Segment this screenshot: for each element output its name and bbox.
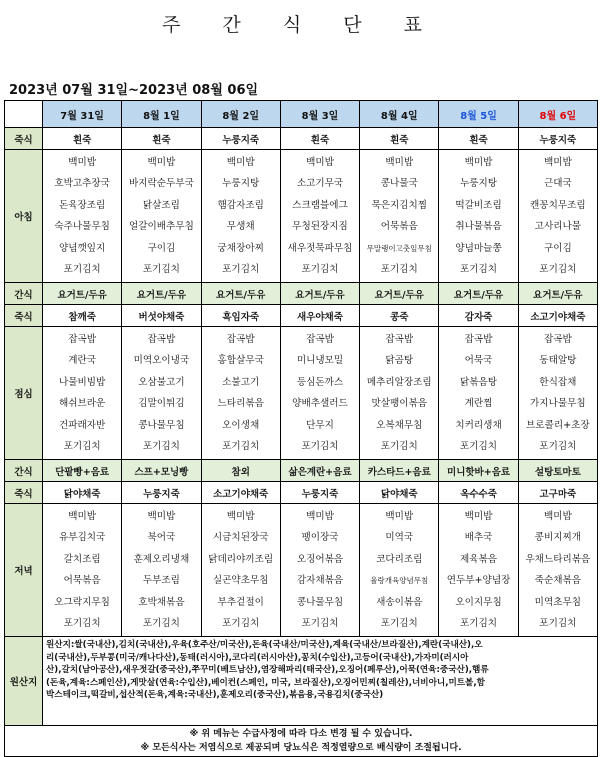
menu-item: 계란찜 — [464, 398, 493, 409]
menu-item: 팽이장국 — [301, 532, 339, 543]
menu-item: 새우젓묵파무침 — [287, 242, 353, 254]
menu-item: 숙주나물무침 — [54, 221, 110, 232]
menu-item: 백미밥 — [226, 510, 255, 522]
snack-cell: 설탕토마토 — [518, 460, 597, 482]
weekly-menu-table — [4, 100, 598, 757]
menu-item: 백미밥 — [385, 510, 414, 522]
row-label: 죽식 — [5, 128, 43, 150]
menu-item: 궁채장아찌 — [217, 242, 264, 254]
menu-item: 한식잡채 — [539, 376, 577, 388]
menu-item: 햄감자조림 — [217, 199, 264, 211]
porridge-cell: 흰죽 — [439, 128, 518, 150]
menu-item: 느타리볶음 — [217, 398, 264, 409]
menu-item: 콩비지찌개 — [534, 532, 582, 543]
snack-cell: 카스타드+음료 — [360, 460, 439, 482]
menu-item: 등심돈까스 — [296, 376, 344, 388]
breakfast-row — [5, 150, 598, 283]
menu-item: 포기김치 — [301, 618, 339, 629]
day-header: 8월 3일 — [280, 101, 359, 128]
meal-cell — [518, 504, 597, 637]
day-header-saturday: 8월 5일 — [439, 101, 518, 128]
meal-cell — [439, 504, 518, 637]
day-header: 7월 31일 — [43, 101, 122, 128]
porridge-cell: 닭야채죽 — [360, 482, 439, 504]
menu-item: 잡곡밥 — [68, 333, 97, 345]
snack-cell: 요거트/두유 — [360, 283, 439, 305]
menu-item: 누룽지탕 — [460, 178, 498, 189]
menu-item: 제육볶음 — [460, 553, 498, 565]
snack-cell: 요거트/두유 — [122, 283, 201, 305]
menu-item: 포기김치 — [301, 441, 339, 452]
menu-item: 어묵볶음 — [63, 575, 101, 586]
menu-item: 백미밥 — [68, 510, 97, 522]
porridge-cell: 옥수수죽 — [439, 482, 518, 504]
porridge-cell: 새우야채죽 — [280, 305, 359, 327]
meal-cell — [43, 504, 122, 637]
porridge-cell: 흰죽 — [122, 128, 201, 150]
menu-item: 가지나물무침 — [530, 398, 586, 409]
porridge-cell: 소고기야채죽 — [201, 482, 280, 504]
menu-item: 오복채무침 — [376, 419, 423, 431]
menu-item: 나물비빔밥 — [58, 376, 106, 388]
menu-item: 백미밥 — [543, 510, 572, 522]
meal-cell — [360, 150, 439, 283]
morning-snack-row — [5, 283, 598, 305]
menu-item: 김말이튀김 — [138, 398, 185, 409]
menu-item: 오삼불고기 — [138, 376, 185, 388]
menu-item: 어묵국 — [464, 355, 493, 366]
menu-item: 얼갈이배추무침 — [128, 221, 194, 232]
note-line: ※ 위 메뉴는 수급사정에 따라 다소 변경 될 수 있습니다. — [189, 729, 413, 739]
menu-item: 계란국 — [68, 355, 97, 366]
menu-item: 캔꽁치무조림 — [530, 199, 586, 211]
menu-item: 양념마늘쫑 — [455, 242, 502, 254]
menu-item: 잡곡밥 — [147, 333, 176, 345]
menu-item: 닭곰탕 — [385, 355, 414, 366]
meal-cell — [122, 327, 201, 460]
row-label: 아침 — [5, 150, 43, 283]
menu-item: 무청된장지짐 — [292, 221, 348, 232]
meal-cell — [201, 150, 280, 283]
menu-item: 바지락순두부국 — [128, 178, 194, 189]
menu-item: 백미밥 — [147, 156, 176, 168]
snack-cell: 요거트/두유 — [201, 283, 280, 305]
menu-item: 코다리조림 — [376, 553, 423, 565]
menu-item: 백미밥 — [464, 510, 493, 522]
meal-cell — [439, 150, 518, 283]
porridge-cell: 누룽지죽 — [518, 128, 597, 150]
menu-item: 배추국 — [464, 532, 493, 543]
menu-item: 포기김치 — [539, 441, 577, 452]
porridge-cell: 소고기야채죽 — [518, 305, 597, 327]
row-label: 간식 — [5, 460, 43, 482]
menu-item: 부추겉절이 — [217, 596, 264, 608]
menu-item: 호박채볶음 — [138, 596, 185, 608]
snack-cell: 삶은계란+음료 — [280, 460, 359, 482]
meal-cell — [360, 327, 439, 460]
menu-item: 동태알탕 — [539, 355, 577, 366]
menu-item: 백미밥 — [226, 156, 255, 168]
menu-item: 미니냉모밀 — [296, 355, 344, 366]
meal-cell — [122, 150, 201, 283]
origin-text — [43, 637, 598, 726]
snack-cell: 요거트/두유 — [439, 283, 518, 305]
menu-item: 미역국 — [385, 532, 414, 543]
menu-item: 잡곡밥 — [306, 333, 334, 345]
row-label: 죽식 — [5, 482, 43, 504]
breakfast-porridge-row — [5, 128, 598, 150]
menu-item: 포기김치 — [63, 264, 101, 275]
menu-item: 잡곡밥 — [226, 333, 255, 345]
meal-cell — [201, 504, 280, 637]
menu-item: 포기김치 — [460, 618, 498, 629]
menu-item: 무말랭이고춧잎무침 — [366, 243, 432, 253]
porridge-cell: 누룽지죽 — [201, 128, 280, 150]
day-header: 8월 1일 — [122, 101, 201, 128]
menu-item: 누룽지탕 — [222, 178, 260, 189]
menu-item: 포기김치 — [460, 264, 498, 275]
menu-item: 근대국 — [543, 178, 572, 189]
origin-line: 리(국내산),두부콩(미국/캐나다산),동태(러시아),코다리(러시아산),꽁치(수입산),고등어(국내산),가자미(러시아 — [46, 652, 469, 663]
menu-item: 미역초무침 — [534, 596, 582, 608]
porridge-cell: 흑임자죽 — [201, 305, 280, 327]
snack-cell: 참외 — [201, 460, 280, 482]
menu-item: 죽순채볶음 — [534, 575, 582, 586]
day-header-sunday: 8월 6일 — [518, 101, 597, 128]
snack-cell: 요거트/두유 — [518, 283, 597, 305]
menu-item: 잡곡밥 — [464, 333, 493, 345]
meal-cell — [439, 327, 518, 460]
meal-cell — [201, 327, 280, 460]
menu-item: 포기김치 — [222, 264, 260, 275]
menu-item: 소불고기 — [222, 376, 260, 388]
menu-item: 포기김치 — [222, 441, 260, 452]
menu-item: 묵은지김치찜 — [371, 199, 428, 211]
row-label: 죽식 — [5, 305, 43, 327]
porridge-cell: 누룽지죽 — [122, 482, 201, 504]
porridge-cell: 흰죽 — [43, 128, 122, 150]
menu-item: 유부김치국 — [58, 532, 106, 543]
menu-item: 포기김치 — [63, 618, 101, 629]
menu-item: 구이김 — [147, 242, 176, 254]
menu-item: 어묵볶음 — [380, 221, 418, 232]
menu-item: 돈육장조림 — [58, 199, 106, 211]
snack-cell: 미니핫바+음료 — [439, 460, 518, 482]
menu-item: 우채느타리볶음 — [525, 553, 591, 565]
menu-item: 오그락지무침 — [54, 596, 110, 608]
menu-item: 해쉬브라운 — [58, 398, 106, 409]
menu-item: 취나물볶음 — [455, 221, 502, 232]
row-label: 점심 — [5, 327, 43, 460]
meal-cell — [518, 150, 597, 283]
row-label: 원산지 — [5, 637, 43, 726]
menu-item: 오이생채 — [222, 419, 260, 431]
dinner-porridge-row — [5, 482, 598, 504]
meal-cell — [518, 327, 597, 460]
menu-item: 양념깻잎지 — [58, 242, 106, 254]
menu-item: 호박고추장국 — [54, 178, 110, 189]
menu-item: 백미밥 — [306, 156, 334, 168]
menu-item: 포기김치 — [222, 618, 260, 629]
menu-item: 백미밥 — [543, 156, 572, 168]
menu-item: 구이김 — [543, 242, 572, 254]
meal-cell — [280, 504, 359, 637]
menu-item: 율랑개육양념무침 — [370, 576, 429, 585]
menu-item: 포기김치 — [142, 264, 180, 275]
porridge-cell: 참깨죽 — [43, 305, 122, 327]
menu-item: 닭살조림 — [142, 199, 180, 211]
menu-item: 소고기무국 — [296, 178, 344, 189]
menu-item: 감자채볶음 — [296, 575, 344, 586]
meal-cell — [43, 327, 122, 460]
menu-item: 콩나물무침 — [138, 419, 185, 431]
notes-cell — [5, 726, 598, 757]
menu-item: 포기김치 — [539, 264, 577, 275]
day-header: 8월 2일 — [201, 101, 280, 128]
menu-item: 두부조림 — [142, 575, 180, 586]
notes-row — [5, 726, 598, 757]
origin-line: (돈육,계육:스페인산),게맛살(연육:수입산),베이컨(스페인, 미국, 브라질산),오징어민찌(칠레산),너비아니,미트볼,함 — [46, 677, 485, 688]
corner-cell — [5, 101, 43, 128]
porridge-cell: 닭야채죽 — [43, 482, 122, 504]
row-label: 간식 — [5, 283, 43, 305]
menu-item: 백미밥 — [147, 510, 176, 522]
menu-item: 포기김치 — [301, 264, 339, 275]
page-title: 주 간 식 단 표 — [162, 14, 440, 36]
meal-cell — [43, 150, 122, 283]
menu-item: 연두부+양념장 — [446, 575, 511, 586]
menu-item: 홍합살무국 — [217, 355, 264, 366]
menu-item: 실곤약초무침 — [212, 575, 269, 586]
menu-item: 백미밥 — [464, 156, 493, 168]
menu-item: 포기김치 — [63, 441, 101, 452]
menu-item: 백미밥 — [68, 156, 97, 168]
menu-item: 백미밥 — [385, 156, 414, 168]
menu-item: 맛살팽이볶음 — [371, 398, 428, 409]
porridge-cell: 고구마죽 — [518, 482, 597, 504]
menu-item: 브로콜리+초장 — [526, 419, 590, 431]
menu-item: 포기김치 — [142, 441, 180, 452]
meal-cell — [360, 504, 439, 637]
menu-item: 양배추샐러드 — [292, 398, 348, 409]
menu-item: 시금치된장국 — [212, 532, 269, 543]
menu-item: 고사리나물 — [534, 221, 582, 232]
menu-item: 오이지무침 — [455, 596, 502, 608]
porridge-cell: 콩죽 — [360, 305, 439, 327]
origin-line: 원산지:쌀(국내산),김치(국내산),우육(호주산/미국산),돈육(국내산/미국산),계육(국내산/브라질산),계란(국내산),오 — [46, 640, 483, 650]
porridge-cell: 흰죽 — [360, 128, 439, 150]
porridge-cell: 누룽지죽 — [280, 482, 359, 504]
dinner-row — [5, 504, 598, 637]
menu-item: 갈치조림 — [63, 553, 101, 565]
origin-line: 박스테이크,떡갈비,섭산적(돈육,계육:국내산),훈제오리(중국산),볶음용,국용김치(중국산) — [46, 690, 384, 701]
day-header-row — [5, 101, 598, 128]
menu-item: 치커리생채 — [455, 419, 502, 431]
menu-item: 새송이볶음 — [376, 596, 423, 608]
menu-item: 무생채 — [226, 221, 255, 232]
menu-item: 포기김치 — [460, 441, 498, 452]
porridge-cell: 버섯야채죽 — [122, 305, 201, 327]
afternoon-snack-row — [5, 460, 598, 482]
origin-row — [5, 637, 598, 726]
menu-item: 단무지 — [306, 419, 334, 431]
menu-item: 오징어볶음 — [296, 553, 344, 565]
menu-item: 콩나물무침 — [296, 596, 344, 608]
meal-cell — [280, 327, 359, 460]
menu-item: 떡갈비조림 — [455, 199, 502, 211]
menu-item: 포기김치 — [539, 618, 577, 629]
lunch-porridge-row — [5, 305, 598, 327]
menu-item: 백미밥 — [306, 510, 334, 522]
menu-item: 닭데리야끼조림 — [208, 553, 274, 565]
menu-item: 콩나물국 — [380, 178, 418, 189]
menu-item: 스크램블에그 — [292, 199, 348, 211]
menu-item: 훈제오리냉채 — [133, 553, 190, 565]
menu-item: 포기김치 — [380, 264, 418, 275]
snack-cell: 요거트/두유 — [43, 283, 122, 305]
snack-cell: 단팥빵+음료 — [43, 460, 122, 482]
menu-item: 닭볶음탕 — [460, 376, 498, 388]
menu-item: 북어국 — [147, 532, 176, 543]
menu-item: 건파래자반 — [58, 419, 106, 431]
row-label: 저녁 — [5, 504, 43, 637]
date-range: 2023년 07월 31일~2023년 08월 06일 — [9, 83, 259, 98]
menu-item: 미역오이냉국 — [133, 355, 190, 366]
menu-item: 포기김치 — [380, 441, 418, 452]
meal-cell — [122, 504, 201, 637]
snack-cell: 스프+모닝빵 — [122, 460, 201, 482]
lunch-row — [5, 327, 598, 460]
note-line: ※ 모든식사는 저염식으로 제공되며 당뇨식은 적정열량으로 배식량이 조절됩니다. — [140, 743, 462, 753]
porridge-cell: 감자죽 — [439, 305, 518, 327]
menu-item: 잡곡밥 — [543, 333, 572, 345]
menu-item: 포기김치 — [380, 618, 418, 629]
porridge-cell: 흰죽 — [280, 128, 359, 150]
snack-cell: 요거트/두유 — [280, 283, 359, 305]
origin-line: 산),갈치(남아공산),새우젓갈(중국산),쭈꾸미(베트남산),염장해파리(태국산),오징어(페루산),어묵(연육:중국산),햄류 — [46, 665, 489, 676]
menu-item: 메추리알장조림 — [366, 376, 432, 388]
menu-item: 잡곡밥 — [385, 333, 414, 345]
meal-cell — [280, 150, 359, 283]
day-header: 8월 4일 — [360, 101, 439, 128]
menu-item: 포기김치 — [142, 618, 180, 629]
